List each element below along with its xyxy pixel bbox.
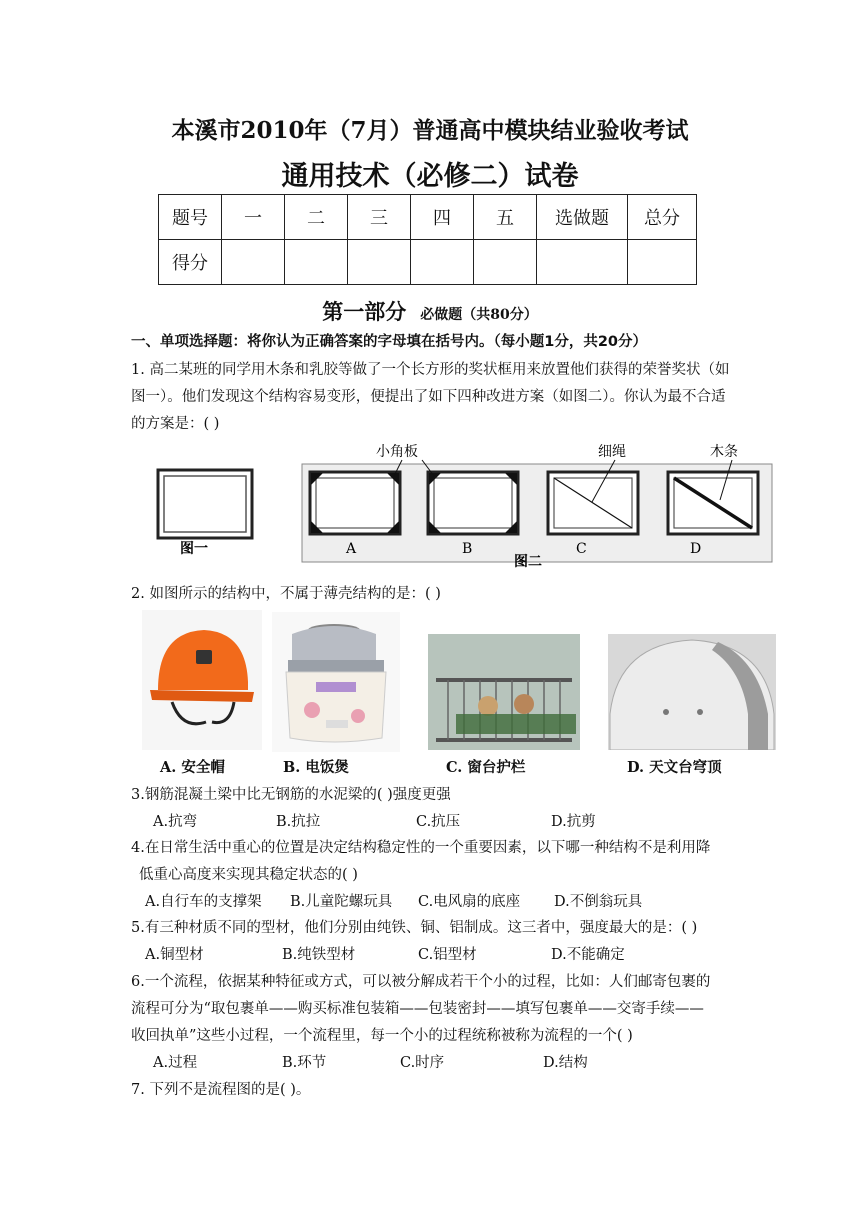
question-5-text: 5.有三种材质不同的型材，他们分别由纯铁、铜、铝制成。这三者中，强度最大的是：( ) [131, 920, 698, 936]
score-header-cell: 二 [285, 195, 348, 240]
callout-wood-strip: 木条 [710, 444, 738, 460]
question-6-text-line1: 6.一个流程，依据某种特征或方式，可以被分解成若干个小的过程，比如：人们邮寄包裹的 [131, 974, 711, 990]
q5-option-a[interactable]: A.铜型材 [145, 947, 204, 963]
q5-option-b[interactable]: B.纯铁型材 [282, 947, 356, 963]
score-header-cell: 四 [411, 195, 474, 240]
score-header-cell: 三 [348, 195, 411, 240]
exam-subtitle: 通用技术（必修二）试卷 [281, 161, 579, 192]
score-header-cell: 题号 [159, 195, 222, 240]
q3-option-b[interactable]: B.抗拉 [276, 814, 321, 830]
score-header-cell: 五 [474, 195, 537, 240]
helmet-image [142, 610, 262, 750]
part-title: 第一部分 [322, 299, 407, 324]
observatory-dome-image [608, 634, 776, 750]
part-heading [0, 296, 860, 326]
q6-option-d[interactable]: D.结构 [543, 1055, 588, 1071]
section-heading: 一、单项选择题：将你认为正确答案的字母填在括号内。（每小题1分，共20分） [131, 334, 648, 350]
q5-option-d[interactable]: D.不能确定 [551, 947, 625, 963]
q6-option-b[interactable]: B.环节 [282, 1055, 327, 1071]
score-cell[interactable] [411, 240, 474, 285]
part-note: 必做题（共80分） [420, 307, 538, 323]
callout-thin-rope: 细绳 [598, 444, 626, 460]
frame-figures [140, 440, 780, 575]
q5-option-c[interactable]: C.铝型材 [418, 947, 477, 963]
score-cell[interactable] [537, 240, 628, 285]
score-header-cell: 总分 [628, 195, 697, 240]
q6-option-c[interactable]: C.时序 [400, 1055, 445, 1071]
score-cell[interactable] [348, 240, 411, 285]
question-6-text-line3: 收回执单”这些小过程，一个流程里，每一个小的过程统称被称为流程的一个( ) [131, 1028, 633, 1044]
score-table-score-row [159, 240, 697, 285]
q3-option-c[interactable]: C.抗压 [416, 814, 461, 830]
frame-b-label: B [462, 541, 473, 557]
q6-option-a[interactable]: A.过程 [153, 1055, 198, 1071]
q4-option-b[interactable]: B.儿童陀螺玩具 [290, 894, 393, 910]
question-6-text-line2: 流程可分为“取包裹单——购买标准包装箱——包装密封——填写包裹单——交寄手续—— [131, 1001, 704, 1017]
q3-option-a[interactable]: A.抗弯 [153, 814, 198, 830]
frame-d-label: D [690, 541, 702, 557]
frame-b [428, 472, 518, 534]
q2-caption-b: B. 电饭煲 [283, 759, 349, 776]
score-header-cell: 一 [222, 195, 285, 240]
window-guardrail-image [428, 634, 580, 750]
frame-a [310, 472, 400, 534]
score-cell[interactable] [285, 240, 348, 285]
frame-a-label: A [346, 541, 357, 557]
frame-d [668, 472, 758, 534]
q3-option-d[interactable]: D.抗剪 [551, 814, 596, 830]
score-cell[interactable] [474, 240, 537, 285]
score-row-label: 得分 [159, 240, 222, 285]
q2-caption-d: D. 天文台穹顶 [627, 759, 722, 776]
question-2-text: 2. 如图所示的结构中，不属于薄壳结构的是：( ) [131, 586, 441, 602]
score-table [158, 194, 697, 285]
q2-caption-a: A. 安全帽 [160, 759, 225, 776]
figure-2-label: 图二 [514, 554, 542, 570]
q4-option-a[interactable]: A.自行车的支撑架 [145, 894, 262, 910]
score-header-cell: 选做题 [537, 195, 628, 240]
q4-option-c[interactable]: C.电风扇的底座 [418, 894, 521, 910]
question-1-text: 1. 高二某班的同学用木条和乳胶等做了一个长方形的奖状框用来放置他们获得的荣誉奖状（如图一）。他们发现这个结构容易变形，便提出了如下四种改进方案（如图二）。你认为最不合适的方案是：( ) [131, 362, 730, 432]
figure-1-label: 图一 [180, 541, 208, 557]
q4-option-d[interactable]: D.不倒翁玩具 [554, 894, 643, 910]
callout-corner-plate: 小角板 [376, 444, 418, 460]
score-cell[interactable] [628, 240, 697, 285]
score-cell[interactable] [222, 240, 285, 285]
rice-cooker-image [272, 612, 400, 752]
question-7-text: 7. 下列不是流程图的是( )。 [131, 1082, 311, 1098]
q2-caption-c: C. 窗台护栏 [446, 759, 526, 776]
frame-c [548, 472, 638, 534]
question-3-text: 3.钢筋混凝土梁中比无钢筋的水泥梁的( )强度更强 [131, 787, 451, 803]
exam-title: 本溪市2010年（7月）普通高中模块结业验收考试 [171, 117, 689, 144]
frame-c-label: C [576, 541, 587, 557]
figure-1-frame [158, 470, 252, 538]
question-4-text-line1: 4.在日常生活中重心的位置是决定结构稳定性的一个重要因素，以下哪一种结构不是利用降 [131, 840, 711, 856]
score-table-header-row [159, 195, 697, 240]
question-4-text-line2: 低重心高度来实现其稳定状态的( ) [139, 867, 358, 883]
